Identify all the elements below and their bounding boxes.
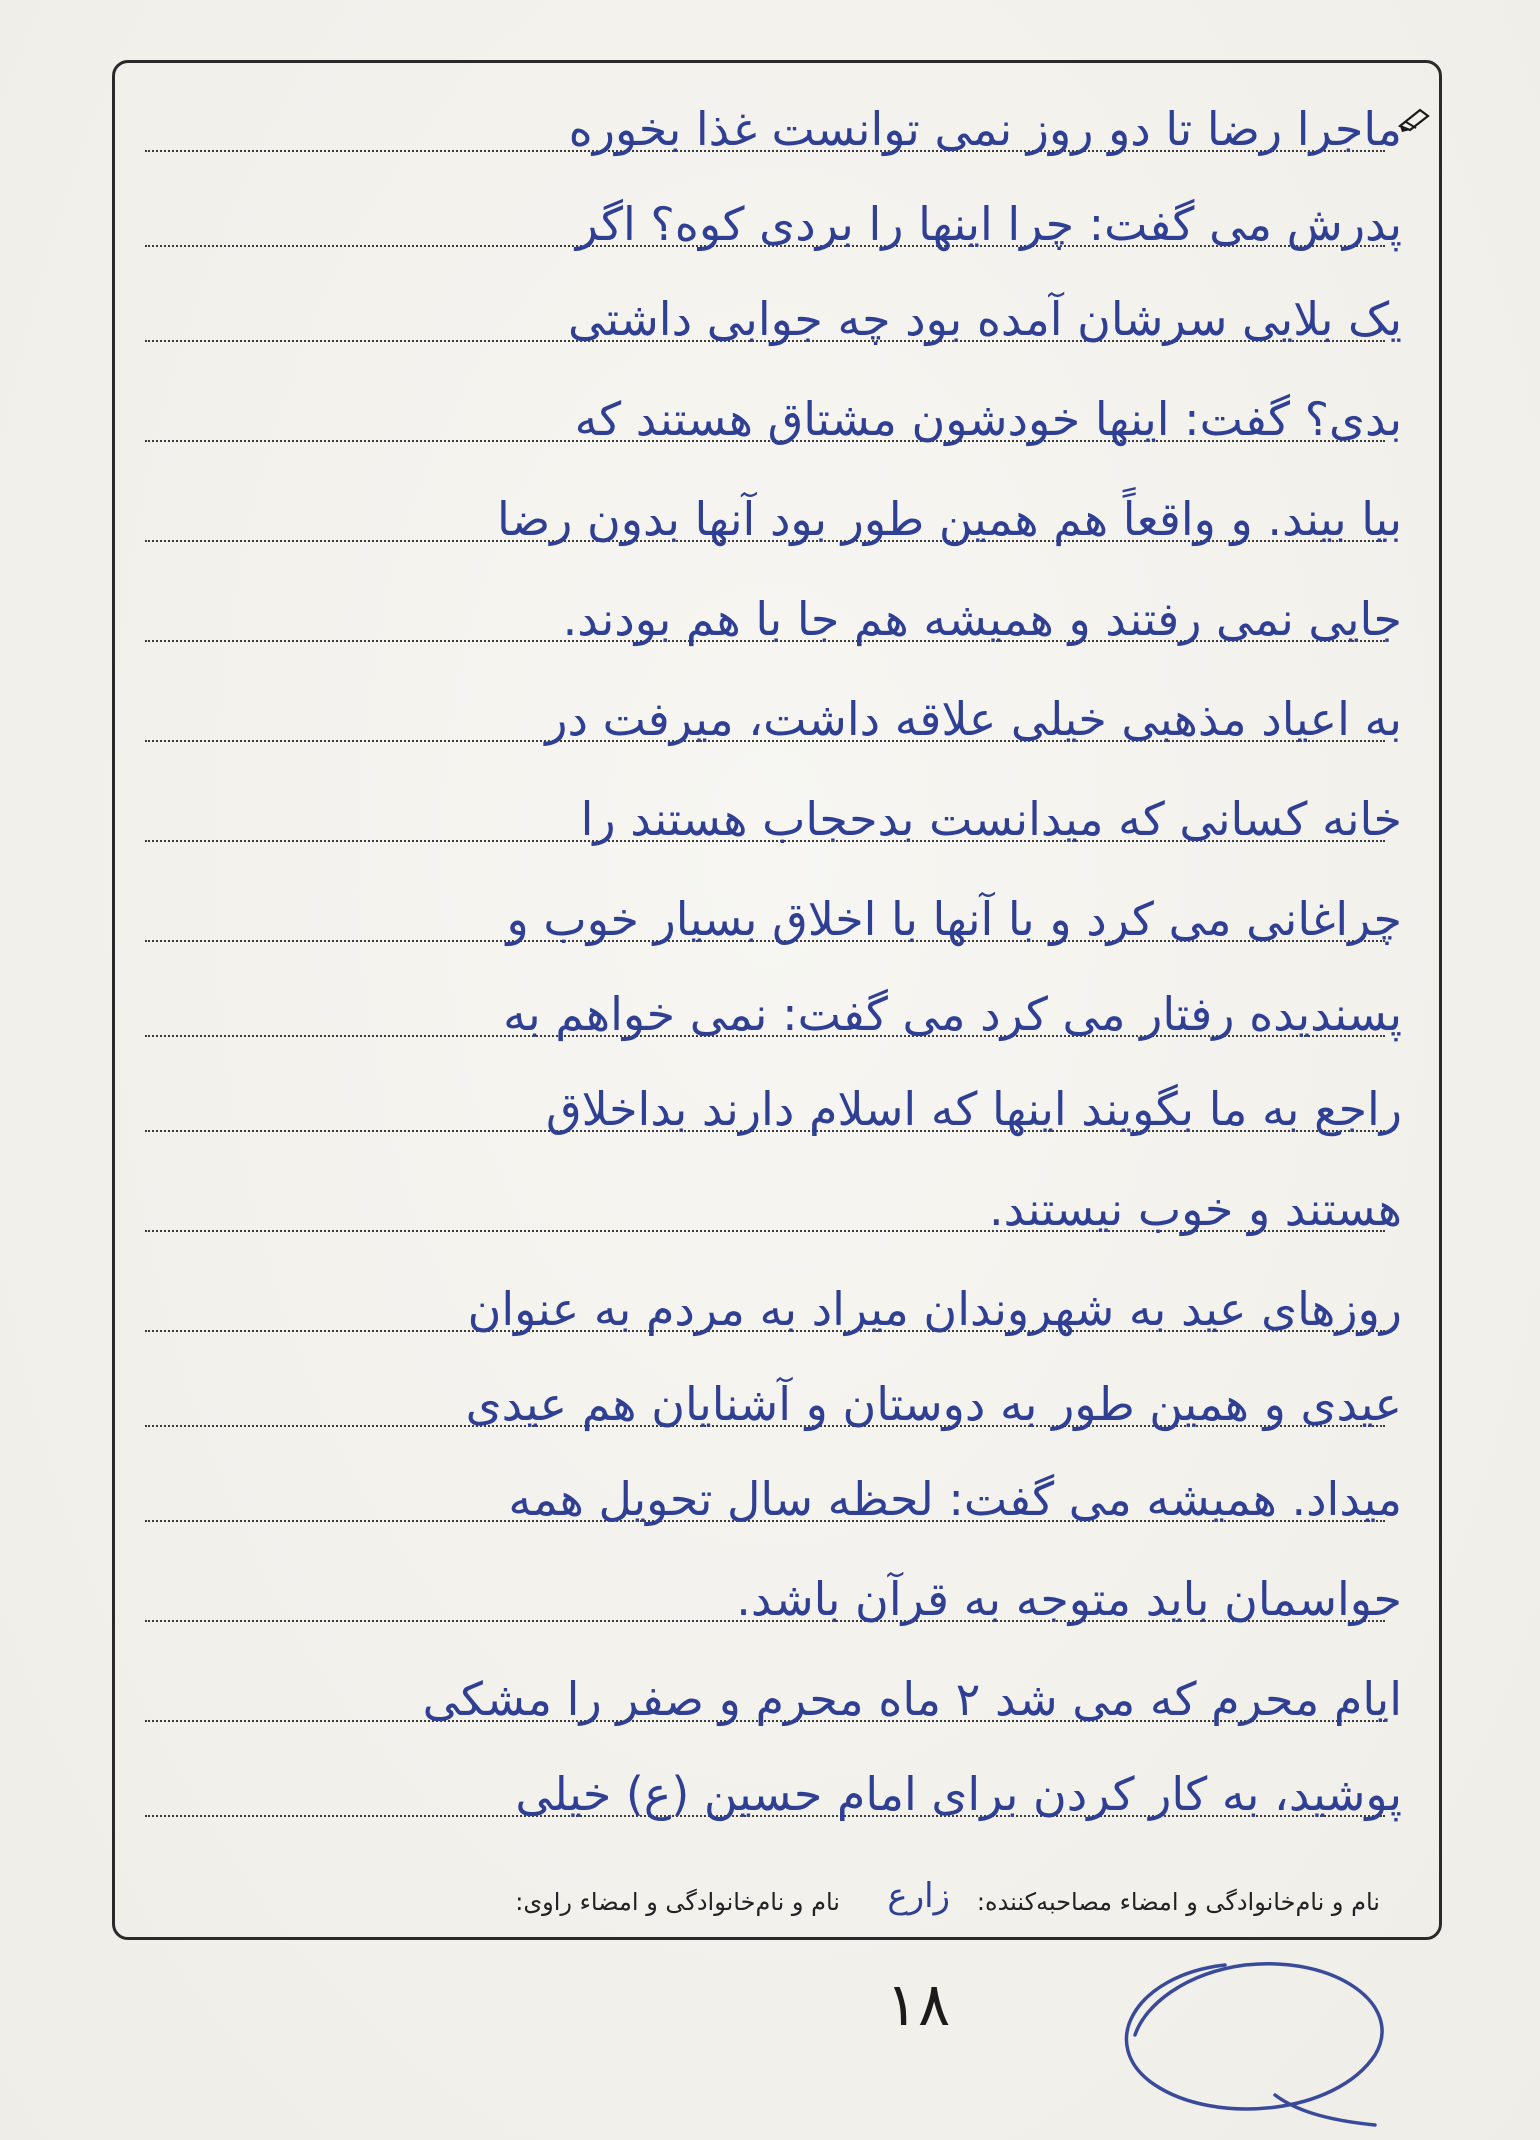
handwritten-line: بیا بیند. و واقعاً هم همین طور بود آنها بدون رضا xyxy=(497,492,1402,546)
handwritten-line: راجع به ما بگویند اینها که اسلام دارند بداخلاق xyxy=(545,1082,1402,1136)
handwritten-line: پدرش می گفت: چرا اینها را بردی کوه؟ اگر xyxy=(575,197,1402,251)
handwritten-line: جایی نمی رفتند و همیشه هم جا با هم بودند. xyxy=(562,592,1402,646)
page-number: ۱۸ xyxy=(885,1970,951,2040)
narrator-label: نام و نام‌خانوادگی و امضاء راوی: xyxy=(515,1888,840,1916)
handwritten-line: هستند و خوب نیستند. xyxy=(988,1182,1402,1236)
handwritten-line: ایام محرم که می شد ۲ ماه محرم و صفر را مشکی xyxy=(422,1672,1402,1726)
handwritten-line: بدی؟ گفت: اینها خودشون مشتاق هستند که xyxy=(574,392,1402,446)
handwritten-line: خانه کسانی که میدانست بدحجاب هستند را xyxy=(580,792,1402,846)
handwritten-line: به اعیاد مذهبی خیلی علاقه داشت، میرفت در xyxy=(545,692,1402,746)
handwritten-line: چراغانی می کرد و با آنها با اخلاق بسیار خوب و xyxy=(506,892,1402,946)
handwritten-line: میداد. همیشه می گفت: لحظه سال تحویل همه xyxy=(508,1472,1402,1526)
handwritten-line: پسندیده رفتار می کرد می گفت: نمی خواهم به xyxy=(503,987,1402,1041)
handwritten-line: عیدی و همین طور به دوستان و آشنایان هم عیدی xyxy=(465,1377,1402,1431)
handwritten-line: روزهای عید به شهروندان میراد به مردم به عنوان xyxy=(467,1282,1402,1336)
handwritten-line: ماجرا رضا تا دو روز نمی توانست غذا بخوره xyxy=(568,102,1402,156)
interviewer-signature: زارع xyxy=(887,1876,950,1916)
handwritten-line: یک بلایی سرشان آمده بود چه جوابی داشتی xyxy=(568,292,1402,346)
handwritten-line: حواسمان باید متوجه به قرآن باشد. xyxy=(736,1572,1402,1626)
pen-icon xyxy=(1398,106,1432,134)
form-footer xyxy=(160,1876,1380,1922)
handwritten-line: پوشید، به کار کردن برای امام حسین (ع) خیلی xyxy=(515,1767,1402,1821)
interviewer-label: نام و نام‌خانوادگی و امضاء مصاحبه‌کننده: xyxy=(976,1888,1380,1916)
signature-scribble xyxy=(1075,1935,1415,2135)
